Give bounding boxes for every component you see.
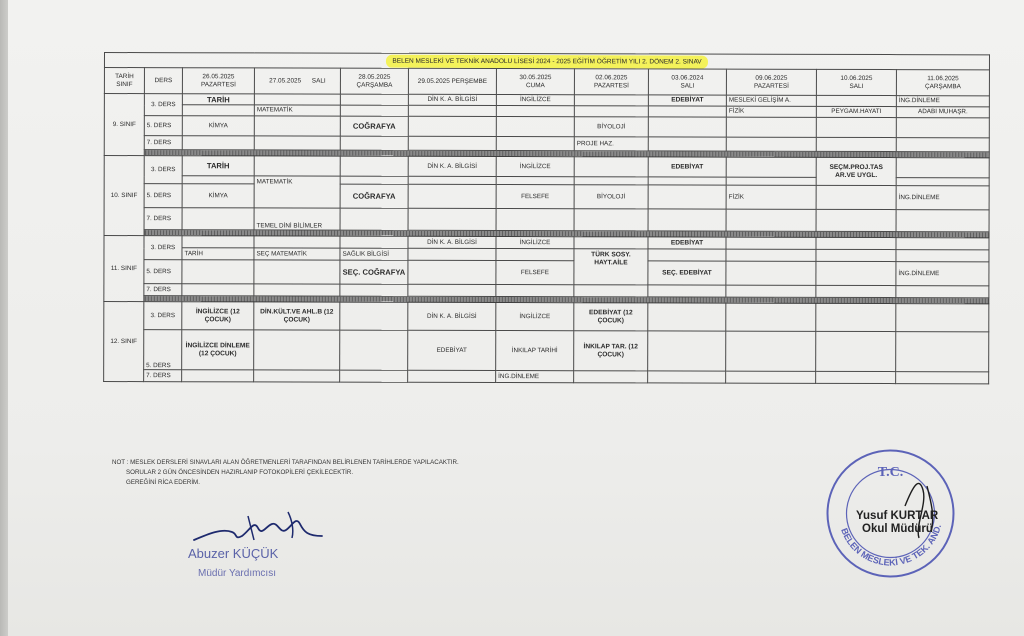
exam-cell (726, 303, 816, 331)
exam-cell (254, 136, 340, 150)
exam-cell (726, 177, 816, 185)
exam-cell (182, 136, 254, 150)
exam-cell (254, 330, 340, 370)
period-label: 3. DERS (144, 236, 182, 260)
exam-cell (816, 137, 896, 151)
exam-cell (254, 284, 340, 296)
exam-cell (574, 209, 648, 231)
exam-cell: FELSEFE (496, 261, 574, 285)
exam-cell: İNG.DİNLEME (896, 96, 989, 107)
period-label: 3. DERS (144, 156, 182, 184)
exam-cell: TÜRK SOSY. HAYT.AİLE (574, 249, 648, 285)
exam-cell (896, 178, 989, 186)
exam-cell (648, 371, 726, 383)
exam-cell (816, 237, 896, 249)
period-label: 5. DERS (144, 330, 182, 370)
seal-ring-text: BELEN MESLEKİ VE TEK. AND. (839, 523, 944, 568)
exam-cell (726, 157, 816, 177)
exam-cell: İNKILAP TAR. (12 ÇOCUK) (574, 331, 648, 371)
exam-cell (340, 136, 408, 150)
exam-schedule (103, 52, 989, 460)
exam-cell (648, 185, 726, 209)
exam-cell: MATEMATİK (254, 105, 340, 116)
paper-sheet (8, 0, 1024, 636)
exam-schedule-table (103, 52, 990, 384)
class-label: 11. SINIF (104, 236, 144, 302)
notes-block (112, 458, 459, 488)
exam-cell (340, 156, 408, 176)
exam-cell: DİN.KÜLT.VE AHL.B (12 ÇOCUK) (254, 302, 340, 330)
exam-cell: COĞRAFYA (340, 116, 408, 136)
exam-cell: EDEBİYAT (408, 330, 496, 370)
exam-cell (816, 209, 896, 231)
header-date-col: 02.06.2025 PAZARTESİ (574, 69, 648, 95)
exam-cell (574, 95, 648, 106)
exam-cell (896, 332, 989, 372)
exam-cell (254, 370, 340, 382)
exam-cell (182, 284, 254, 296)
period-label: 3. DERS (144, 302, 182, 330)
exam-cell: PEYGAM.HAYATI (816, 106, 896, 117)
exam-cell (182, 370, 254, 382)
exam-cell (896, 118, 989, 138)
exam-cell (896, 372, 989, 384)
exam-cell (816, 249, 896, 261)
note-line: GEREĞİNİ RİCA EDERİM. (126, 479, 200, 486)
handwritten-signature-icon (188, 506, 338, 550)
header-date-col: 09.06.2025 PAZARTESİ (726, 69, 816, 95)
header-date-col: 03.06.2024 SALI (648, 69, 726, 95)
exam-cell (496, 209, 574, 231)
class-label: 10. SINIF (104, 156, 144, 236)
exam-cell (648, 249, 726, 261)
exam-cell (340, 94, 408, 105)
table-row (104, 370, 989, 384)
exam-cell: EDEBİYAT (648, 95, 726, 106)
exam-cell (254, 236, 340, 248)
exam-cell (340, 176, 408, 184)
seal-center-text: T.C. (877, 465, 904, 480)
exam-cell (340, 330, 408, 370)
period-label: 7. DERS (144, 208, 182, 230)
header-date-label: TARİH (115, 73, 134, 81)
exam-cell (408, 284, 496, 296)
exam-cell: EDEBİYAT (648, 237, 726, 249)
exam-cell: MATEMATİK (254, 176, 340, 208)
table-row (104, 184, 989, 210)
exam-cell (816, 95, 896, 106)
exam-cell: İNGİLİZCE DİNLEME (12 ÇOCUK) (182, 330, 254, 370)
exam-cell (182, 208, 254, 230)
exam-cell: KİMYA (182, 184, 254, 208)
period-label: 7. DERS (144, 284, 182, 296)
exam-cell (340, 370, 408, 382)
exam-cell (816, 185, 896, 209)
exam-cell (254, 116, 340, 136)
exam-cell (408, 136, 496, 150)
exam-cell (726, 285, 816, 297)
exam-cell (182, 176, 254, 184)
exam-cell: COĞRAFYA (340, 184, 408, 208)
exam-cell: TARİH (182, 156, 254, 176)
exam-cell: KİMYA (182, 116, 254, 136)
table-row (104, 156, 989, 178)
exam-cell (816, 285, 896, 297)
exam-cell: EDEBİYAT (648, 157, 726, 177)
deputy-signature-block (188, 506, 338, 591)
exam-cell (896, 210, 989, 232)
exam-cell (896, 250, 989, 262)
exam-cell (496, 117, 574, 137)
principal-signature-block (856, 510, 986, 536)
exam-cell (408, 176, 496, 184)
header-date-col: 28.05.2025 ÇARŞAMBA (340, 68, 408, 94)
exam-cell (254, 156, 340, 176)
exam-cell (574, 157, 648, 177)
exam-cell (574, 285, 648, 297)
exam-cell (408, 248, 496, 260)
exam-cell (896, 158, 989, 178)
header-corner (104, 68, 144, 94)
exam-cell (496, 137, 574, 151)
exam-cell: MESLEKİ GELİŞİM A. (726, 95, 816, 106)
exam-cell (816, 261, 896, 285)
exam-cell (726, 237, 816, 249)
exam-cell (648, 285, 726, 297)
exam-cell: FİZİK (726, 106, 816, 117)
exam-cell (726, 137, 816, 151)
exam-cell: SEÇ. EDEBİYAT (648, 261, 726, 285)
exam-cell (726, 117, 816, 137)
exam-cell (648, 106, 726, 117)
exam-cell (816, 117, 896, 137)
note-line: SORULAR 2 GÜN ÖNCESİNDEN HAZIRLANIP FOTOKOPİLERİ ÇEKİLECEKTİR. (126, 469, 354, 476)
principal-role: Okul Müdürü (862, 523, 933, 535)
exam-cell (408, 370, 496, 382)
period-label: 5. DERS (144, 184, 182, 208)
exam-cell (726, 261, 816, 285)
exam-cell (574, 106, 648, 117)
note-line: NOT : MESLEK DERSLERİ SINAVLARI ALAN ÖĞRETMENLERİ TARAFINDAN BELİRLENEN TARİHLERDE YAPILACAKTIR. (112, 459, 459, 466)
table-row (104, 330, 989, 372)
exam-cell: FELSEFE (496, 185, 574, 209)
exam-cell: SEÇM.PROJ.TAS AR.VE UYGL. (816, 157, 896, 185)
table-row (104, 116, 989, 138)
header-date-col: 10.06.2025 SALI (816, 69, 896, 95)
exam-cell (182, 236, 254, 248)
exam-cell: SAĞLIK BİLGİSİ (340, 248, 408, 260)
exam-cell: TARİH (182, 94, 254, 105)
exam-cell (408, 208, 496, 230)
exam-cell (182, 105, 254, 116)
table-row (104, 302, 989, 332)
exam-cell: DİN K. A. BİLGİSİ (408, 302, 496, 330)
exam-cell: EDEBİYAT (12 ÇOCUK) (574, 303, 648, 331)
exam-cell (574, 371, 648, 383)
exam-cell (340, 236, 408, 248)
exam-cell (816, 303, 896, 331)
exam-cell: BİYOLOJİ (574, 117, 648, 137)
exam-cell (896, 138, 989, 152)
exam-cell: İNKILAP TARİHİ (496, 331, 574, 371)
exam-cell (340, 302, 408, 330)
exam-cell (496, 249, 574, 261)
deputy-name: Abuzer KÜÇÜK (188, 546, 279, 561)
exam-cell (574, 237, 648, 249)
exam-cell: İNG.DİNLEME (896, 262, 989, 286)
table-row (104, 260, 989, 286)
exam-cell (254, 94, 340, 105)
deputy-role: Müdür Yardımcısı (198, 568, 276, 579)
exam-cell (496, 106, 574, 117)
exam-cell (648, 303, 726, 331)
period-label: 5. DERS (144, 260, 182, 284)
exam-cell: DİN K. A. BİLGİSİ (408, 156, 496, 176)
exam-cell: SEÇ MATEMATİK (254, 248, 340, 260)
exam-cell: BİYOLOJİ (574, 185, 648, 209)
exam-cell (408, 184, 496, 208)
exam-cell (648, 209, 726, 231)
exam-cell (816, 371, 896, 383)
class-label: 9. SINIF (104, 94, 144, 156)
exam-cell: DİN K. A. BİLGİSİ (408, 236, 496, 248)
period-label: 3. DERS (144, 94, 182, 116)
exam-cell (896, 286, 989, 298)
period-label: 7. DERS (144, 370, 182, 382)
exam-cell (408, 116, 496, 136)
header-date-col: 29.05.2025 PERŞEMBE (408, 68, 496, 94)
exam-cell: İNG.DİNLEME (496, 371, 574, 383)
exam-cell: İNGİLİZCE (496, 95, 574, 106)
exam-cell: SEÇ. COĞRAFYA (340, 260, 408, 284)
exam-cell: İNG.DİNLEME (896, 186, 989, 210)
exam-cell: İNGİLİZCE (496, 303, 574, 331)
exam-cell: İNGİLİZCE (496, 157, 574, 177)
exam-cell (496, 177, 574, 185)
header-class-label: SINIF (116, 80, 133, 88)
exam-cell (182, 260, 254, 284)
exam-cell (408, 260, 496, 284)
exam-cell: TARİH (182, 248, 254, 260)
schedule-title: BELEN MESLEKİ VE TEKNİK ANADOLU LİSESİ 2024 - 2025 EĞİTİM ÖĞRETİM YILI 2. DÖNEM 2. SINAV (386, 54, 707, 68)
header-lesson: DERS (144, 68, 182, 94)
header-date-col: 30.05.2025 CUMA (496, 69, 574, 95)
exam-cell (726, 249, 816, 261)
table-row (104, 208, 989, 232)
exam-cell (648, 137, 726, 151)
exam-cell: İNGİLİZCE (496, 237, 574, 249)
principal-name: Yusuf KURTAR (856, 510, 939, 522)
header-date-col: 26.05.2025 PAZARTESİ (182, 68, 254, 94)
exam-cell: İNGİLİZCE (12 ÇOCUK) (182, 302, 254, 330)
exam-cell (816, 331, 896, 371)
exam-cell: DİN K. A. BİLGİSİ (408, 94, 496, 105)
period-label: 5. DERS (144, 116, 182, 136)
exam-cell (574, 177, 648, 185)
exam-cell (896, 304, 989, 332)
header-date-col: 11.06.2025 ÇARŞAMBA (896, 70, 989, 96)
exam-cell: TEMEL DİNİ BİLİMLER (254, 208, 340, 230)
exam-cell (648, 177, 726, 185)
exam-cell (648, 117, 726, 137)
exam-cell (726, 209, 816, 231)
exam-cell: FİZİK (726, 185, 816, 209)
exam-cell (496, 285, 574, 297)
period-label: 7. DERS (144, 136, 182, 150)
exam-cell: ADABI MUHAŞR. (896, 107, 989, 118)
exam-cell: PROJE HAZ. (574, 137, 648, 151)
class-label: 12. SINIF (104, 302, 144, 382)
header-row (104, 68, 989, 96)
exam-cell (896, 238, 989, 250)
exam-cell (648, 331, 726, 371)
exam-cell (254, 260, 340, 284)
exam-cell (340, 208, 408, 230)
exam-cell (726, 331, 816, 371)
exam-cell (340, 284, 408, 296)
exam-cell (408, 105, 496, 116)
exam-cell (340, 105, 408, 116)
exam-cell (726, 371, 816, 383)
header-date-col: 27.05.2025 SALI (254, 68, 340, 94)
